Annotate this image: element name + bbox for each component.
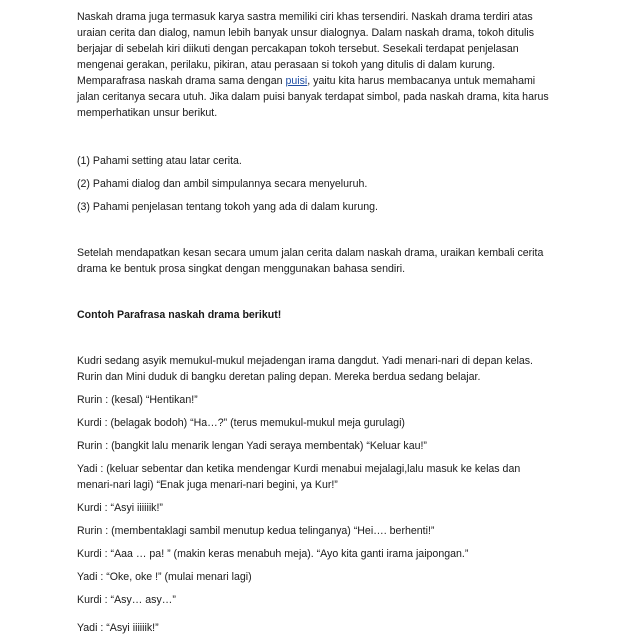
dialog-line: Rurin : (membentaklagi sambil menutup kedua telinganya) “Hei…. berhenti!” [77,525,435,537]
puisi-link[interactable]: puisi [285,75,308,87]
cut-off-dialog-line: Yadi : “Asyi iiiiiik!” [77,622,159,634]
dialog-line: Yadi : “Oke, oke !” (mulai menari lagi) [77,571,252,583]
intro-line: mengenai gerakan, perilaku, pikiran, atau perasaan si tokoh yang ditulis di dalam kurung. [77,59,496,71]
dialog-line: Kurdi : “Asy… asy…” [77,594,176,606]
intro-line: uraian cerita dan dialog, namun lebih banyak unsur dialognya. Dalam naskah drama, tokoh ditulis [77,27,534,39]
intro-text: , yaitu kita harus membacanya untuk memahami [307,75,536,87]
intro-text: Memparafrasa naskah drama sama dengan [77,75,286,87]
dialog-line: Rurin : (bangkit lalu menarik lengan Yadi seraya membentak) “Keluar kau!” [77,440,427,452]
step-item: (3) Pahami penjelasan tentang tokoh yang ada di dalam kurung. [77,201,378,213]
dialog-line: Kurdi : “Asyi iiiiiik!” [77,502,163,514]
section-heading: Contoh Parafrasa naskah drama berikut! [77,309,282,321]
intro-line: jalan ceritanya secara utuh. Jika dalam puisi banyak terdapat simbol, pada naskah drama, kita harus [77,91,549,103]
dialog-line: menari-nari lagi) “Enak juga menari-nari begini, ya Kur!” [77,479,338,491]
intro-line [77,73,567,89]
instruction-line: Setelah mendapatkan kesan secara umum jalan cerita dalam naskah drama, uraikan kembali cerita [77,247,544,259]
step-item: (2) Pahami dialog dan ambil simpulannya secara menyeluruh. [77,178,368,190]
intro-line: Naskah drama juga termasuk karya sastra memiliki ciri khas tersendiri. Naskah drama terdiri atas [77,11,533,23]
intro-line: berjajar di sebelah kiri diikuti dengan percakapan tokoh tersebut. Sesekali terdapat penjelasan [77,43,519,55]
dialog-line: Rurin : (kesal) “Hentikan!” [77,394,198,406]
dialog-line: Kurdi : (belagak bodoh) “Ha…?” (terus memukul-mukul meja gurulagi) [77,417,405,429]
dialog-line: Kurdi : “Aaa … pa! ” (makin keras menabuh meja). “Ayo kita ganti irama jaipongan.” [77,548,469,560]
document-page [77,0,567,634]
scene-line: Rurin dan Mini duduk di bangku deretan paling depan. Mereka berdua sedang belajar. [77,371,481,383]
dialog-line: Yadi : (keluar sebentar dan ketika mendengar Kurdi menabui mejalagi,lalu masuk ke kelas dan [77,463,521,475]
step-item: (1) Pahami setting atau latar cerita. [77,155,242,167]
instruction-line: drama ke bentuk prosa singkat dengan menggunakan bahasa sendiri. [77,263,406,275]
intro-line: memperhatikan unsur berikut. [77,107,218,119]
scene-line: Kudri sedang asyik memukul-mukul mejadengan irama dangdut. Yadi menari-nari di depan kelas. [77,355,533,367]
